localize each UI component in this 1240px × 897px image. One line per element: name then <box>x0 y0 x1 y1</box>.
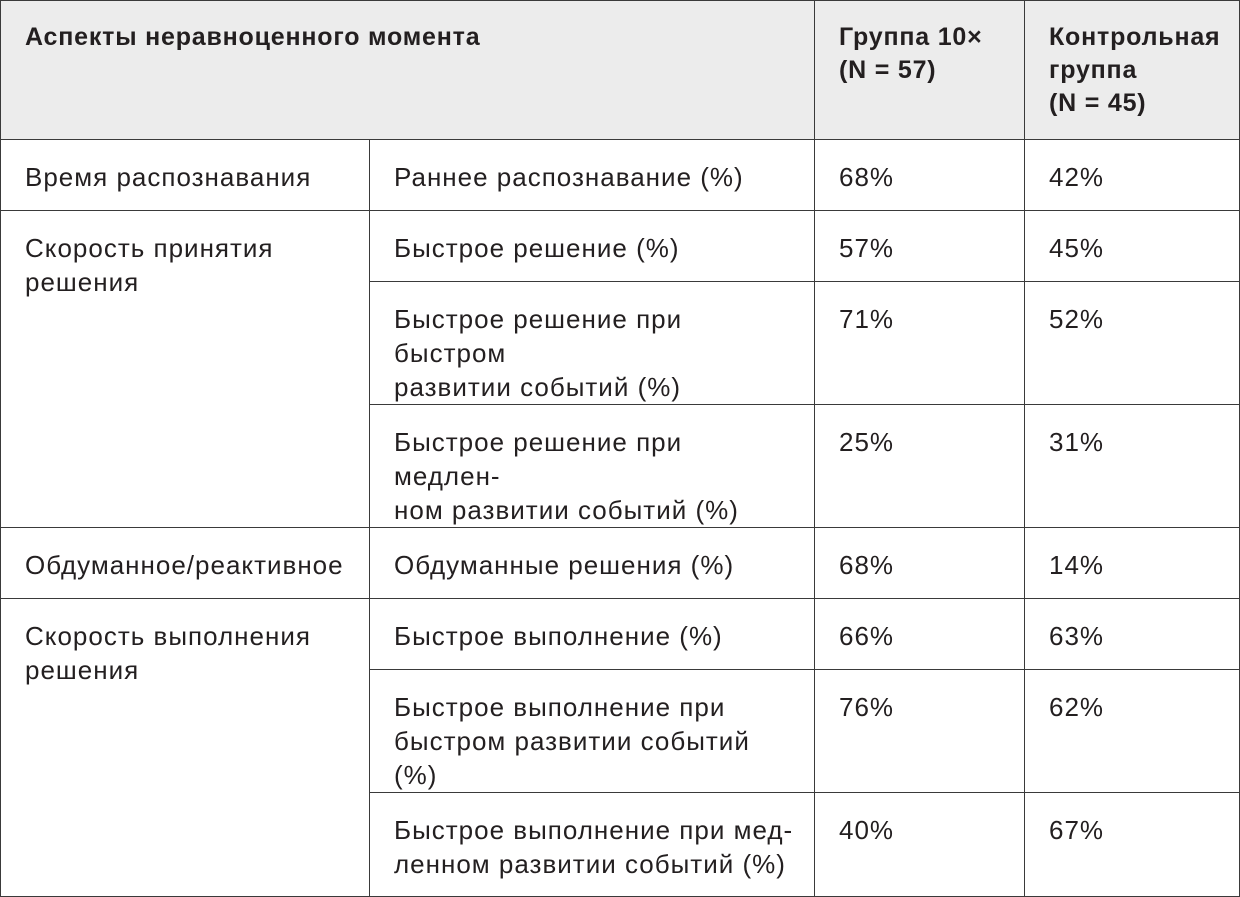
header-aspects-label: Аспекты неравноценного момента <box>25 23 481 51</box>
category-cell <box>1 528 370 599</box>
header-control-group <box>1025 1 1240 140</box>
category-label-line1: Скорость выполнения <box>25 621 311 651</box>
category-cell <box>1 599 370 897</box>
category-cell <box>1 140 370 211</box>
header-group-10x <box>815 1 1025 140</box>
control-value: 62% <box>1025 670 1240 793</box>
table-row <box>1 211 1240 282</box>
control-value: 45% <box>1025 211 1240 282</box>
control-value: 42% <box>1025 140 1240 211</box>
control-value: 52% <box>1025 282 1240 405</box>
group10x-value: 71% <box>815 282 1025 405</box>
group10x-value: 76% <box>815 670 1025 793</box>
metric-label-line1: Быстрое решение при медлен- <box>394 427 683 491</box>
metric-cell <box>370 211 815 282</box>
metric-label-line2: ном развитии событий (%) <box>394 495 739 525</box>
metric-label-line1: Быстрое выполнение при <box>394 692 726 722</box>
metric-cell <box>370 670 815 793</box>
control-value: 14% <box>1025 528 1240 599</box>
control-value: 63% <box>1025 599 1240 670</box>
metric-label: Быстрое решение (%) <box>394 233 680 263</box>
group10x-value: 68% <box>815 528 1025 599</box>
group10x-value: 40% <box>815 793 1025 897</box>
metric-cell <box>370 405 815 528</box>
category-label-line1: Скорость принятия <box>25 233 274 263</box>
table-header-row <box>1 1 1240 140</box>
group10x-value: 68% <box>815 140 1025 211</box>
header-group-10x-line1: Группа 10× <box>839 23 983 51</box>
group10x-value: 66% <box>815 599 1025 670</box>
group10x-value: 25% <box>815 405 1025 528</box>
metric-cell <box>370 793 815 897</box>
header-group-10x-line2: (N = 57) <box>839 56 937 84</box>
category-label-line2: решения <box>25 267 140 297</box>
metric-cell <box>370 528 815 599</box>
metric-cell <box>370 599 815 670</box>
header-control-line3: (N = 45) <box>1049 89 1147 117</box>
metric-cell <box>370 282 815 405</box>
category-label-line2: решения <box>25 655 140 685</box>
category-cell <box>1 211 370 528</box>
metric-label-line2: развитии событий (%) <box>394 372 682 402</box>
metric-label: Раннее распознавание (%) <box>394 162 744 192</box>
table-row <box>1 599 1240 670</box>
header-aspects <box>1 1 815 140</box>
category-label: Обдуманное/реактивное <box>25 550 344 580</box>
metric-label: Быстрое выполнение (%) <box>394 621 723 651</box>
control-value: 67% <box>1025 793 1240 897</box>
header-control-line1: Контрольная <box>1049 23 1221 51</box>
metric-label-line2: быстром развитии событий (%) <box>394 726 750 790</box>
control-value: 31% <box>1025 405 1240 528</box>
metric-label: Обдуманные решения (%) <box>394 550 735 580</box>
metric-label-line1: Быстрое выполнение при мед- <box>394 815 794 845</box>
group10x-value: 57% <box>815 211 1025 282</box>
table-row <box>1 140 1240 211</box>
category-label: Время распознавания <box>25 162 312 192</box>
header-control-line2: группа <box>1049 56 1138 84</box>
metric-label-line1: Быстрое решение при быстром <box>394 304 683 368</box>
metric-cell <box>370 140 815 211</box>
table-row <box>1 528 1240 599</box>
metric-label-line2: ленном развитии событий (%) <box>394 849 786 879</box>
